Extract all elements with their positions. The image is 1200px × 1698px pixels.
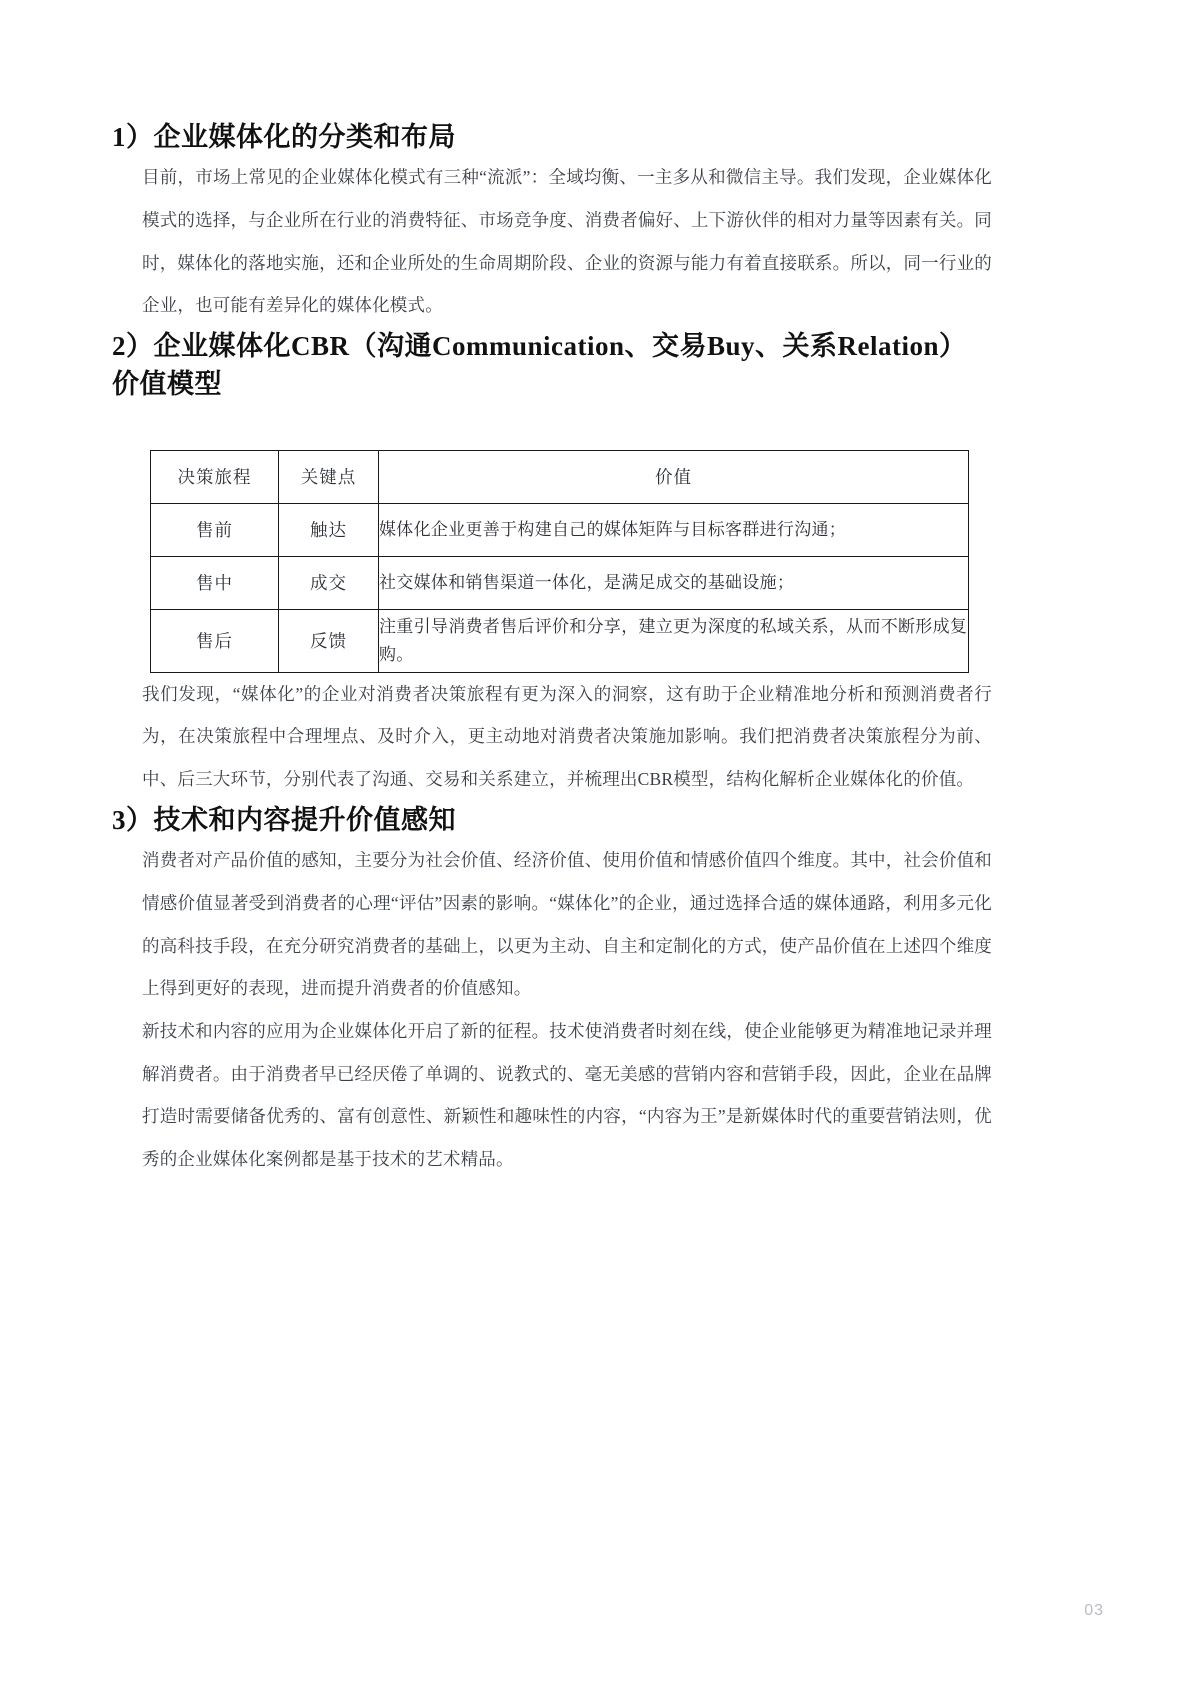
table-header-keypoint: 关键点 xyxy=(279,450,379,503)
cell-value-presale: 媒体化企业更善于构建自己的媒体矩阵与目标客群进行沟通； xyxy=(379,503,969,556)
section-heading-2: 2）企业媒体化CBR（沟通Communication、交易Buy、关系Relation）价值模型 xyxy=(112,331,967,400)
table-row xyxy=(151,556,969,609)
section-heading-3: 3）技术和内容提升价值感知 xyxy=(112,804,456,835)
cbr-value-table xyxy=(150,450,969,673)
cell-value-insale: 社交媒体和销售渠道一体化，是满足成交的基础设施； xyxy=(379,556,969,609)
section-3-paragraph-1: 消费者对产品价值的感知，主要分为社会价值、经济价值、使用价值和情感价值四个维度。其中，社会价值和情感价值显著受到消费者的心理“评估”因素的影响。“媒体化”的企业，通过选择合适的媒体通路，利用多元化的高科技手段，在充分研究消费者的基础上，以更为主动、自主和定制化的方式，使产品价值在上述四个维度上得到更好的表现，进而提升消费者的价值感知。 xyxy=(142,850,992,999)
cell-journey-aftersale: 售后 xyxy=(151,609,279,672)
table-header-row xyxy=(151,450,969,503)
cell-value-aftersale: 注重引导消费者售后评价和分享，建立更为深度的私域关系，从而不断形成复购。 xyxy=(379,609,969,672)
section-2-paragraph-1: 我们发现，“媒体化”的企业对消费者决策旅程有更为深入的洞察，这有助于企业精准地分析和预测消费者行为，在决策旅程中合理埋点、及时介入，更主动地对消费者决策施加影响。我们把消费者决策旅程分为前、中、后三大环节，分别代表了沟通、交易和关系建立，并梳理出CBR模型，结构化解析企业媒体化的价值。 xyxy=(142,683,992,790)
table-row xyxy=(151,609,969,672)
section-heading-1: 1）企业媒体化的分类和布局 xyxy=(112,122,456,152)
page-content xyxy=(112,118,992,1181)
table-header-journey: 决策旅程 xyxy=(151,450,279,503)
cell-journey-insale: 售中 xyxy=(151,556,279,609)
cell-journey-presale: 售前 xyxy=(151,503,279,556)
table-row xyxy=(151,503,969,556)
cell-keypoint-feedback: 反馈 xyxy=(279,609,379,672)
table-header-value: 价值 xyxy=(379,450,969,503)
cell-keypoint-reach: 触达 xyxy=(279,503,379,556)
page-number: 03 xyxy=(1084,1602,1104,1619)
cbr-table-wrapper xyxy=(112,450,992,673)
section-1-paragraph-1: 目前，市场上常见的企业媒体化模式有三种“流派”：全域均衡、一主多从和微信主导。我们发现，企业媒体化模式的选择，与企业所在行业的消费特征、市场竞争度、消费者偏好、上下游伙伴的相对力量等因素有关。同时，媒体化的落地实施，还和企业所处的生命周期阶段、企业的资源与能力有着直接联系。所以，同一行业的企业，也可能有差异化的媒体化模式。 xyxy=(142,167,992,316)
cell-keypoint-deal: 成交 xyxy=(279,556,379,609)
section-3-paragraph-2: 新技术和内容的应用为企业媒体化开启了新的征程。技术使消费者时刻在线，使企业能够更为精准地记录并理解消费者。由于消费者早已经厌倦了单调的、说教式的、毫无美感的营销内容和营销手段，因此，企业在品牌打造时需要储备优秀的、富有创意性、新颖性和趣味性的内容，“内容为王”是新媒体时代的重要营销法则，优秀的企业媒体化案例都是基于技术的艺术精品。 xyxy=(142,1020,992,1169)
